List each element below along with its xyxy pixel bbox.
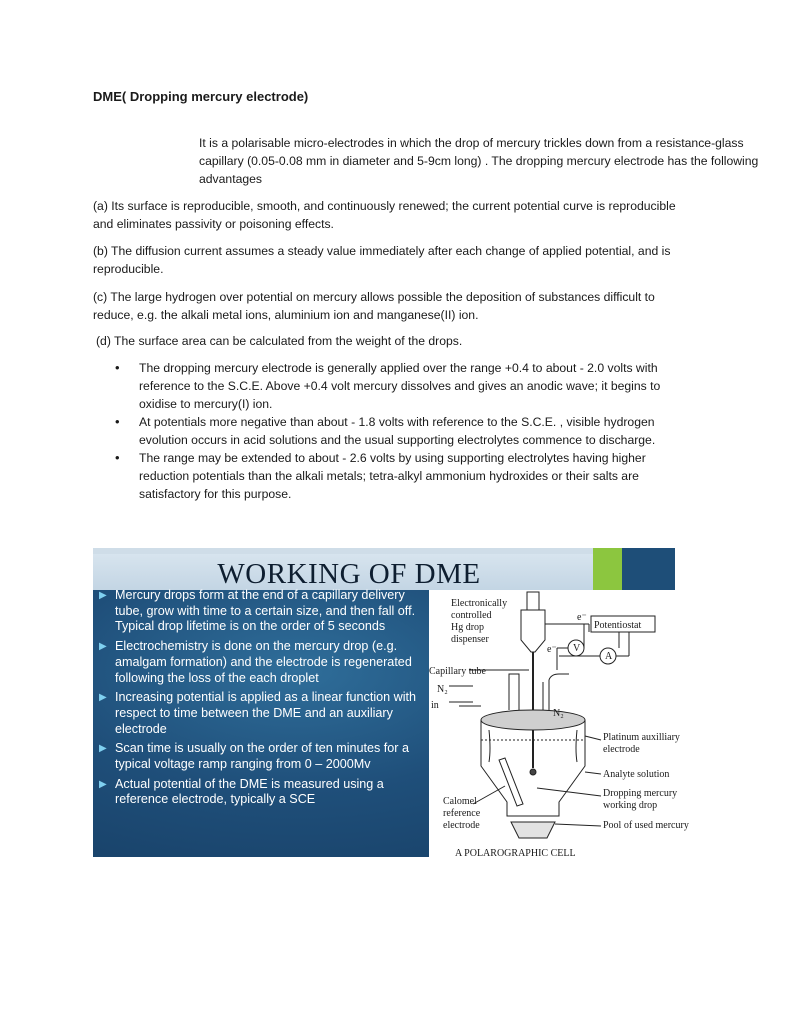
bullet-dot-icon: • [115,360,120,375]
bullet-list [93,359,683,503]
arrow-bullet-icon: ▶ [99,692,107,704]
slide-accent-block [622,548,675,590]
dispenser-label-line3: Hg drop [451,622,485,633]
slide-title: WORKING OF DME [93,554,605,590]
slide-bullet: ▶ Actual potential of the DME is measured using a reference electrode, typically a SCE [99,776,384,807]
dropping-label-line2: working drop [603,800,658,811]
capillary-label: Capillary tube [429,666,486,677]
voltmeter-label: V [573,643,581,654]
calomel-label-line3: electrode [443,820,480,831]
intro-paragraph: It is a polarisable micro-electrodes in which the drop of mercury trickles down from a resistance-glass capillary (0.05-0.08 mm in diameter and 5-9cm long) . The dropping mercury electrode has the following advantages [199,136,759,186]
dispenser-label-line4: dispenser [451,634,489,645]
arrow-bullet-icon: ▶ [99,641,107,653]
slide-bullet: ▶ Increasing potential is applied as a linear function with respect to time between the DME and an auxiliary electrode [99,690,417,736]
slide-bullet-list [99,588,429,812]
n2-in-label: N₂ [437,684,448,695]
diagram-caption: A POLAROGRAPHIC CELL [455,848,576,859]
advantage-d: (d) The surface area can be calculated from the weight of the drops. [96,334,463,348]
polarographic-cell-diagram [429,590,689,859]
cell-lid [481,710,585,730]
electron-label-top: e⁻ [577,612,587,623]
n2-in-sublabel: in [431,700,439,711]
dropping-label-line1: Dropping mercury [603,788,678,799]
dispenser-label-line2: controlled [451,610,492,621]
calomel-electrode [499,758,523,806]
mercury-pool [511,822,555,838]
platinum-label-line2: electrode [603,744,640,755]
calomel-label-line2: reference [443,808,481,819]
dispenser-cap [527,592,539,610]
mercury-drop [530,769,536,775]
calomel-label-line1: Calomel [443,796,477,807]
bullet-item: • At potentials more negative than about - 1.8 volts with reference to the S.C.E. , visible hydrogen evolution occurs in acid solutions and the usual supporting electrolytes commence to discharge. [115,414,656,447]
diagram-svg [429,590,689,848]
n2-tube [509,674,519,710]
page-title: DME( Dropping mercury electrode) [93,89,309,104]
pool-label: Pool of used mercury [603,820,689,831]
arrow-bullet-icon: ▶ [99,778,107,790]
slide-bullet: ▶ Mercury drops form at the end of a capillary delivery tube, grow with time to a certain size, and then fall off. Typical drop lifetime is on the order of 5 seconds [99,588,416,634]
slide-bullet: ▶ Electrochemistry is done on the mercury drop (e.g. amalgam formation) and the electrode is regenerated following the loss of the each droplet [99,639,412,685]
potentiostat-label: Potentiostat [594,620,642,631]
arrow-bullet-icon: ▶ [99,590,107,601]
bullet-item: • The dropping mercury electrode is generally applied over the range +0.4 to about - 2.0 volts with reference to the S.C.E. Above +0.4 volt mercury dissolves and gives an anodic wave; it begins to oxidise to mercury(I) ion. [115,360,661,411]
bullet-item: • The range may be extended to about - 2.6 volts by using supporting electrolytes having higher reduction potentials than the alkali metals; tetra-alkyl ammonium hydroxides or their salts are satisfactory for this purpose. [115,450,646,501]
arrow-bullet-icon: ▶ [99,743,107,755]
calomel-tube [549,674,569,710]
slide-accent-bar [593,548,622,590]
electron-label-mid: e⁻ [547,644,557,655]
slide-bullet: ▶ Scan time is usually on the order of ten minutes for a typical voltage ramp ranging from 0 – 2000Mv [99,741,410,772]
platinum-label-line1: Platinum auxilliary [603,732,680,743]
ammeter-label: A [605,651,613,662]
advantage-c: (c) The large hydrogen over potential on mercury allows possible the deposition of substances difficult to reduce, e.g. the alkali metal ions, aluminium ion and manganese(II) ion. [93,290,655,322]
advantage-a: (a) Its surface is reproducible, smooth, and continuously renewed; the current potential curve is reproducible and eliminates passivity or poisoning effects. [93,199,676,231]
analyte-label: Analyte solution [603,769,670,780]
bullet-dot-icon: • [115,414,120,429]
advantage-b: (b) The diffusion current assumes a steady value immediately after each change of applied potential, and is reproducible. [93,244,671,276]
bullet-dot-icon: • [115,450,120,465]
dispenser-label-line1: Electronically [451,598,508,609]
n2-out-label: N₂ [553,708,564,719]
dispenser-body [521,610,545,652]
